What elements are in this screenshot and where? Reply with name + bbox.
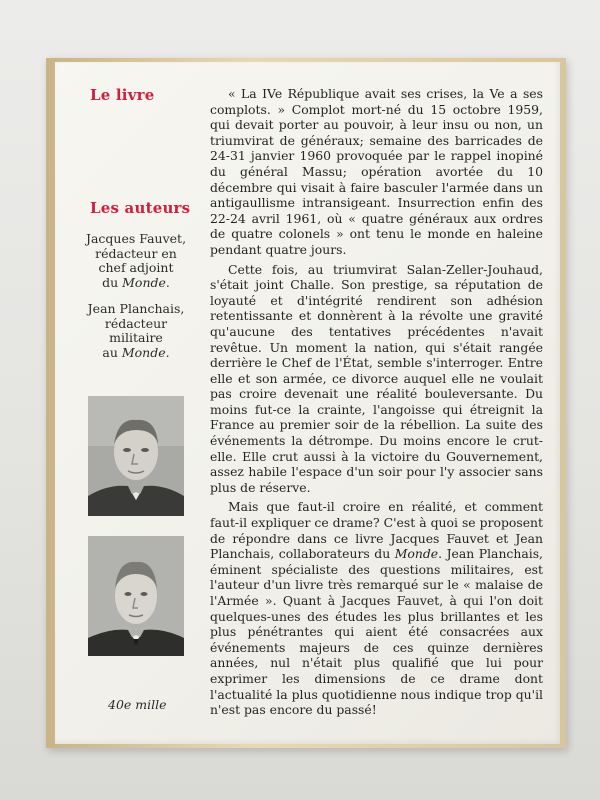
author-role: militaire xyxy=(109,330,163,345)
blurb-text xyxy=(210,86,543,718)
heading-les-auteurs: Les auteurs xyxy=(90,199,191,217)
author-role: rédacteur xyxy=(104,315,168,331)
author-credit-fauvet xyxy=(84,232,188,290)
blurb-paragraph: Cette fois, au triumvirat Salan-Zeller-Jouhaud, s'était joint Challe. Son prestige, sa réputation de loyauté et d'intégrité rendirent son adhésion retentissante et donnèrent à la révolte une gravité qu'aucune des tentatives précédentes n'avait revêtue. Un moment la nation, qui s'était rangée derrière le Chef de l'État, semble s'interroger. Entre elle et son armée, ce divorce auquel elle ne voulait pas croire devenait une réalité bouleversante. Du moins fut-ce la crainte, l'angoisse qui étreignit la France au premier soir de la rébellion. La suite des événements la détrompe. Du moins encore le crut-elle. Elle crut aussi à la victoire du Gouvernement, assez habile l'espace d'un soir pour l'y associer sans plus de réserve. xyxy=(210,261,543,495)
author-role: rédacteur en xyxy=(95,245,177,261)
blurb-paragraph: « La IVe République avait ses crises, la Ve a ses complots. » Complot mort-né du 15 octobre 1959, qui devait porter au pouvoir, à leur insu ou non, un triumvirat de généraux; semaine des barricades de 24-31 janvier 1960 provoquée par le rappel inopiné du général Massu; opération avortée du 10 décembre qui visait à faire basculer l'armée dans un antigaullisme intransigeant. Insurrection enfin des 22-24 avril 1961, où « quatre généraux aux ordres de quatre colonels » ont tenu le monde en haleine pendant quatre jours. xyxy=(210,86,543,257)
author-publication: au Monde. xyxy=(102,344,170,360)
heading-le-livre: Le livre xyxy=(90,86,155,104)
portrait-image xyxy=(88,536,184,656)
author-credit-planchais xyxy=(84,302,188,360)
portrait-image xyxy=(88,396,184,516)
blurb-paragraph: Mais que faut-il croire en réalité, et comment faut-il expliquer ce drame? C'est à quoi se proposent de répondre dans ce livre Jacques Fauvet et Jean Planchais, collaborateurs du Monde. Jean Planchais, éminent spécialiste des questions militaires, est l'auteur d'un livre très remarqué sur le « malaise de l'Armée ». Quant à Jacques Fauvet, à qui l'on doit quelques-unes des études les plus brillantes et les plus pénétrantes qui aient été consacrées aux événements majeurs de ces quinze dernières années, nul n'était plus qualifié que lui pour exprimer les dimensions de ce drame dont l'actualité la plus quotidienne nous indique trop qu'il n'est pas encore du passé! xyxy=(210,499,543,718)
author-role: chef adjoint xyxy=(98,260,174,275)
author-photo-fauvet xyxy=(88,396,184,516)
author-publication: du Monde. xyxy=(102,274,170,290)
author-name: Jacques Fauvet, xyxy=(85,231,187,246)
print-run-label: 40e mille xyxy=(108,697,167,712)
author-photo-planchais xyxy=(88,536,184,656)
author-name: Jean Planchais, xyxy=(87,301,185,316)
